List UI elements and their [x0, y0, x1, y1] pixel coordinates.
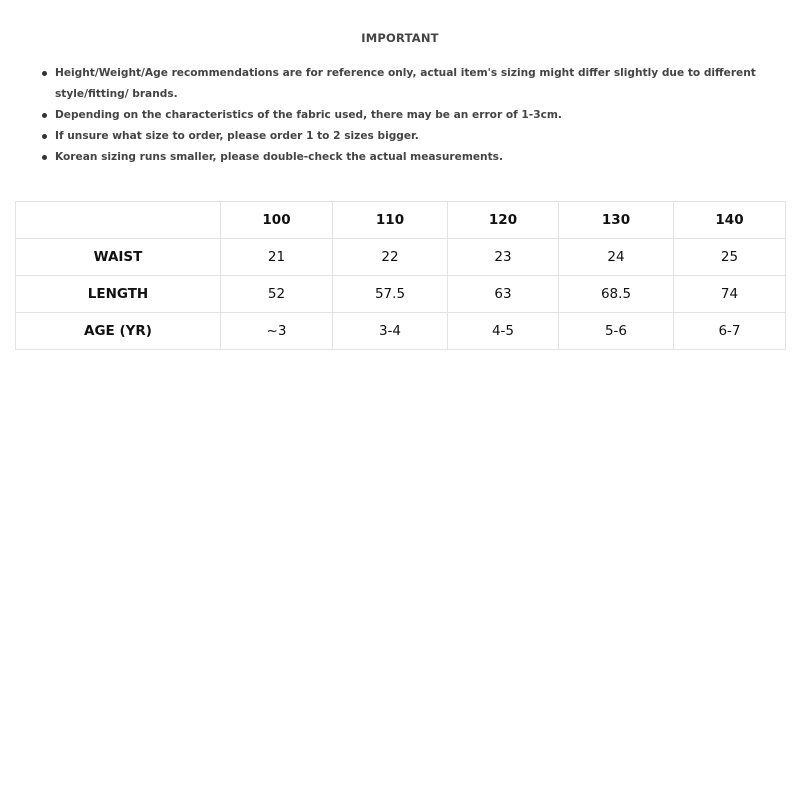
table-cell: 68.5	[559, 276, 674, 313]
bullet-icon	[42, 134, 47, 139]
table-cell: 57.5	[333, 276, 448, 313]
size-header-cell: 140	[674, 202, 786, 239]
row-label-age: AGE (YR)	[16, 313, 221, 350]
note-item	[40, 63, 790, 105]
table-corner-cell	[16, 202, 221, 239]
table-cell: 52	[221, 276, 333, 313]
size-header-cell: 130	[559, 202, 674, 239]
size-chart-table	[15, 201, 786, 350]
table-cell: 4-5	[448, 313, 559, 350]
table-cell: 25	[674, 239, 786, 276]
bullet-icon	[42, 113, 47, 118]
table-cell: 22	[333, 239, 448, 276]
row-label-length: LENGTH	[16, 276, 221, 313]
table-cell: ~3	[221, 313, 333, 350]
note-text: Korean sizing runs smaller, please double-check the actual measurements.	[55, 151, 503, 163]
table-row	[16, 276, 786, 313]
table-cell: 21	[221, 239, 333, 276]
row-label-waist: WAIST	[16, 239, 221, 276]
note-item	[40, 126, 790, 147]
table-cell: 3-4	[333, 313, 448, 350]
note-text: Height/Weight/Age recommendations are for reference only, actual item's sizing might differ slightly due to different style/fitting/ brands.	[55, 67, 756, 100]
size-header-cell: 120	[448, 202, 559, 239]
note-text: If unsure what size to order, please order 1 to 2 sizes bigger.	[55, 130, 419, 142]
table-cell: 6-7	[674, 313, 786, 350]
important-heading: IMPORTANT	[361, 31, 439, 45]
note-item	[40, 105, 790, 126]
size-header-cell: 110	[333, 202, 448, 239]
important-notes-list	[40, 63, 790, 168]
table-cell: 24	[559, 239, 674, 276]
table-cell: 5-6	[559, 313, 674, 350]
table-row	[16, 313, 786, 350]
table-header-row	[16, 202, 786, 239]
size-header-cell: 100	[221, 202, 333, 239]
note-item	[40, 147, 790, 168]
note-text: Depending on the characteristics of the fabric used, there may be an error of 1-3cm.	[55, 109, 562, 121]
bullet-icon	[42, 71, 47, 76]
bullet-icon	[42, 155, 47, 160]
table-cell: 23	[448, 239, 559, 276]
table-cell: 74	[674, 276, 786, 313]
table-row	[16, 239, 786, 276]
table-cell: 63	[448, 276, 559, 313]
